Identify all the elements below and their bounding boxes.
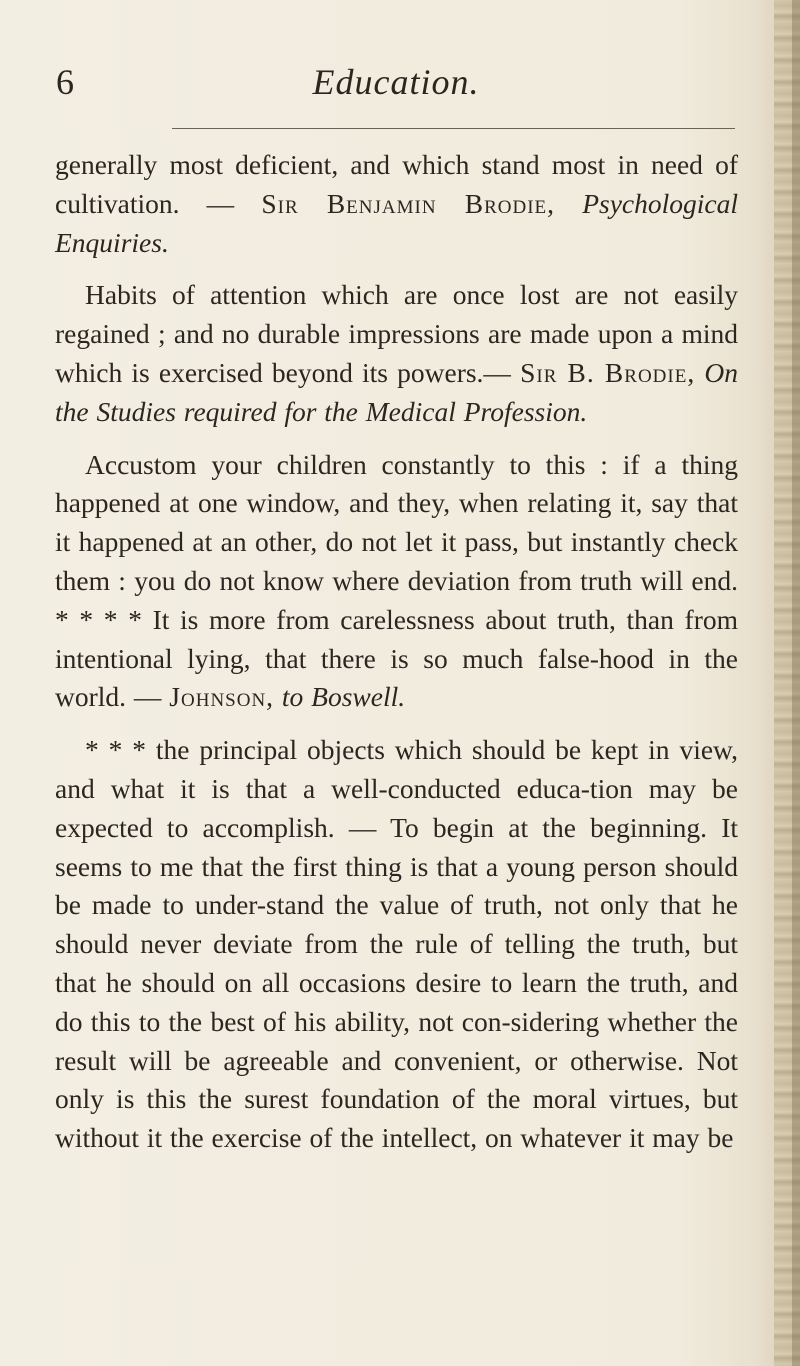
work-title: Psychological Enquiries. bbox=[55, 187, 738, 258]
paragraph-johnson bbox=[55, 446, 738, 718]
author-name: Sir Benjamin Brodie, bbox=[261, 187, 556, 219]
work-title: On the Studies required for the Medical Profession. bbox=[55, 356, 738, 427]
body-text bbox=[55, 146, 738, 1158]
paragraph-text: generally most deficient, and which stand most in need of cultivation. — bbox=[55, 149, 738, 219]
author-name: Johnson, bbox=[169, 681, 275, 713]
page-number: 6 bbox=[56, 62, 74, 102]
author-name: Sir B. Brodie, bbox=[520, 356, 696, 388]
paragraph-text: Accustom your children constantly to this : if a thing happened at one window, and they, when relating it, say that it happened at an other, do not let it pass, but instantly check them : you do not know where deviation from truth will end. * * * * It is more from carelessness about truth, than from intentional lying, that there is so much false-hood in the world. — bbox=[55, 448, 738, 713]
paragraph-brodie-studies bbox=[55, 276, 738, 431]
running-title: Education. bbox=[312, 62, 480, 102]
header-rule bbox=[172, 128, 735, 129]
page-header bbox=[56, 62, 736, 110]
page-edge-dark bbox=[792, 0, 800, 1366]
paragraph-text: Habits of attention which are once lost are not easily regained ; and no durable impressions are made upon a mind which is exercised beyond its powers.— bbox=[55, 279, 738, 388]
paragraph-text: * * * the principal objects which should be kept in view, and what it is that a well-conducted educa-tion may be expected to accomplish. — To begin at the beginning. It seems to me that the first thing is that a young person should be made to under-stand the value of truth, not only that he should never deviate from the rule of telling the truth, but that he should on all occasions desire to learn the truth, and do this to the best of his ability, not con-sidering whether the result will be agreeable and convenient, or otherwise. Not only is this the surest foundation of the moral virtues, but without it the exercise of the intellect, on whatever it may be bbox=[55, 734, 738, 1154]
paragraph-brodie-enquiries bbox=[55, 146, 738, 262]
paragraph-truth bbox=[55, 731, 738, 1158]
work-title: to Boswell. bbox=[281, 681, 406, 713]
